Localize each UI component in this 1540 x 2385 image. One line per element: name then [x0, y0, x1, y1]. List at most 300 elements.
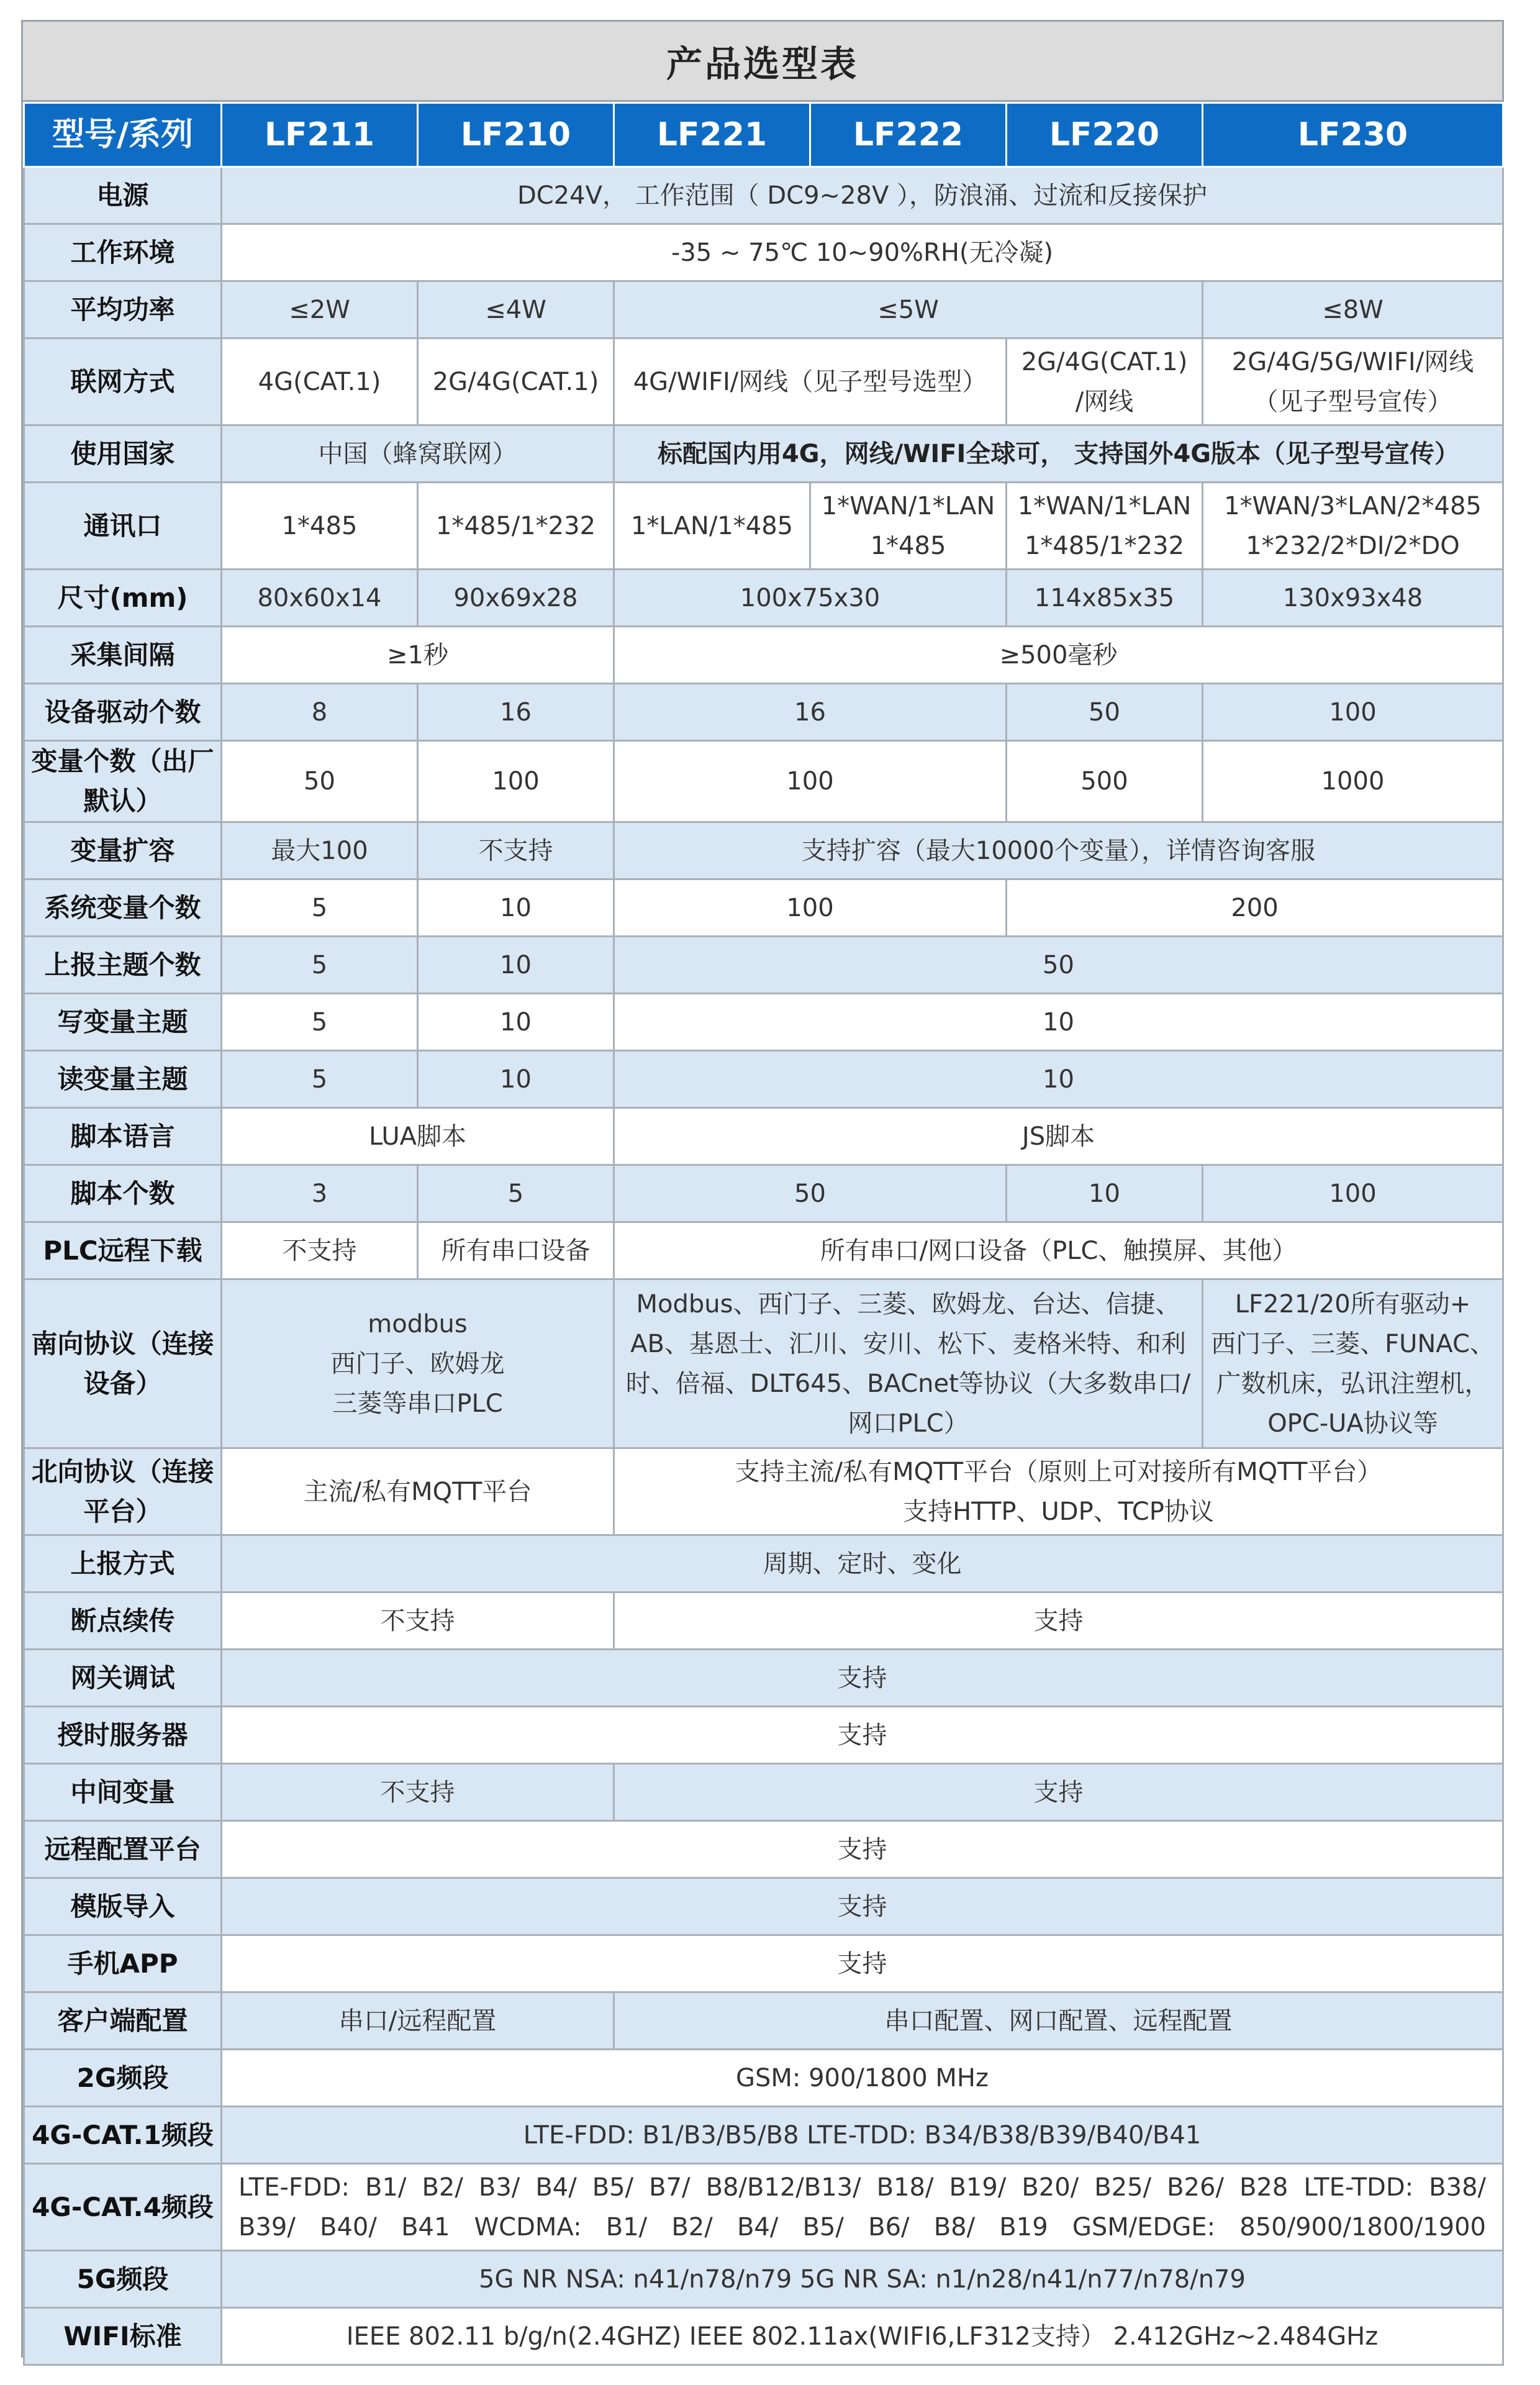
- cell-text-line: 5: [507, 1179, 524, 1208]
- table-cell: [222, 1764, 614, 1821]
- table-cell: [614, 741, 1007, 822]
- table-cell: [418, 483, 614, 570]
- row-label-line: 授时服务器: [57, 1719, 188, 1750]
- table-row: [24, 281, 1503, 338]
- cell-text-line: 支持: [837, 1720, 887, 1750]
- table-cell: [614, 1051, 1503, 1108]
- cell-text-line: 200: [1231, 893, 1279, 922]
- table-cell: [222, 1108, 614, 1165]
- row-label: [24, 1592, 222, 1650]
- cell-text-line: 4G(CAT.1): [258, 367, 381, 396]
- row-label: [24, 1935, 222, 1992]
- row-label: [24, 2164, 222, 2251]
- cell-text-line: 支持: [837, 1835, 887, 1864]
- cell-text-line: 10: [1089, 1179, 1120, 1208]
- table-cell: [222, 2107, 1503, 2164]
- cell-text-line: ≥500毫秒: [999, 640, 1118, 670]
- table-row: [24, 2164, 1503, 2251]
- table-cell: [1203, 1279, 1503, 1448]
- cell-text-line: 时、倍福、DLT645、BACnet等协议（大多数串口/: [625, 1369, 1191, 1398]
- selection-table-sheet: [21, 20, 1504, 2358]
- cell-text-line: 周期、定时、变化: [763, 1549, 962, 1578]
- row-label-line: WIFI标准: [63, 2320, 182, 2351]
- cell-text-line: ≤5W: [877, 295, 939, 324]
- table-cell: [614, 684, 1007, 741]
- row-label: [24, 2308, 222, 2365]
- row-label-line: 电源: [96, 179, 149, 211]
- table-cell: [418, 994, 614, 1051]
- table-row: [24, 822, 1503, 879]
- row-label: [24, 2107, 222, 2164]
- cell-text-line: 4G/WIFI/网线（见子型号选型）: [633, 367, 987, 396]
- table-cell: [1203, 684, 1503, 741]
- row-label: [24, 1448, 222, 1535]
- row-label-line: （连接设备）: [83, 1328, 214, 1399]
- table-cell: [614, 425, 1503, 483]
- cell-text-line: 1*WAN/1*LAN: [821, 491, 995, 520]
- table-cell: [222, 2251, 1503, 2308]
- table-cell: [222, 627, 614, 684]
- row-label: [24, 167, 222, 224]
- row-label: [24, 1165, 222, 1222]
- cell-text-line: 90x69x28: [453, 583, 578, 612]
- table-cell: [614, 1764, 1503, 1821]
- row-label-line: 读变量主题: [57, 1063, 188, 1094]
- cell-text-line: 114x85x35: [1034, 583, 1175, 612]
- table-cell: [222, 1448, 614, 1535]
- cell-text-line: ≤4W: [485, 295, 546, 324]
- table-cell: [614, 994, 1503, 1051]
- table-row: [24, 338, 1503, 425]
- row-label-line: 使用国家: [70, 438, 175, 469]
- cell-text-line: Modbus、西门子、三菱、欧姆龙、台达、信捷、: [636, 1289, 1180, 1319]
- table-row: [24, 1279, 1503, 1448]
- cell-text-line: 130x93x48: [1282, 583, 1423, 612]
- table-row: [24, 2050, 1503, 2107]
- row-label-line: （连接平台）: [83, 1456, 214, 1527]
- cell-text-line: LTE-FDD: B1/ B2/ B3/ B4/ B5/ B7/ B8/B12/B13/ B18/ B19/ B20/ B25/ B26/ B28 LTE-TDD: B38/: [238, 2173, 1486, 2202]
- row-label: [24, 1821, 222, 1878]
- table-cell: [418, 338, 614, 425]
- table-cell: [1203, 1165, 1503, 1222]
- table-cell: [614, 338, 1007, 425]
- header-cell-lf210: LF210: [418, 103, 614, 167]
- cell-text-line: 2G/4G(CAT.1): [1021, 347, 1188, 376]
- cell-text-line: 支持: [837, 1892, 887, 1921]
- table-cell: [1007, 1165, 1203, 1222]
- table-cell: [418, 1222, 614, 1279]
- cell-text-line: 支持: [1033, 1778, 1084, 1807]
- row-label-line: 脚本语言: [70, 1120, 175, 1152]
- table-cell: [418, 741, 614, 822]
- row-label: [24, 1279, 222, 1448]
- table-row: [24, 684, 1503, 741]
- row-label-line: 平均功率: [70, 294, 175, 325]
- table-cell: [222, 741, 418, 822]
- cell-text-line: 1*485/1*232: [1024, 531, 1185, 560]
- cell-text-line: ≤2W: [289, 295, 350, 324]
- table-row: [24, 1448, 1503, 1535]
- cell-text-line: 支持HTTP、UDP、TCP协议: [903, 1497, 1214, 1526]
- table-cell: [614, 937, 1503, 994]
- table-cell: [418, 281, 614, 338]
- cell-text-line: modbus: [368, 1309, 468, 1338]
- table-cell: [222, 2308, 1503, 2365]
- row-label: [24, 879, 222, 937]
- cell-text-line: 西门子、三菱、FUNAC、: [1211, 1329, 1495, 1358]
- cell-text-line: 支持主流/私有MQTT平台（原则上可对接所有MQTT平台）: [735, 1457, 1382, 1486]
- table-cell: [614, 1592, 1503, 1650]
- table-row: [24, 1878, 1503, 1935]
- cell-text-line: 三菱等串口PLC: [332, 1389, 503, 1418]
- cell-text-line: 10: [500, 1007, 532, 1037]
- cell-text-line: 100: [1329, 1179, 1377, 1208]
- table-cell: [222, 879, 418, 937]
- table-row: [24, 937, 1503, 994]
- table-cell: [222, 2164, 1503, 2251]
- table-cell: [222, 1821, 1503, 1878]
- table-cell: [614, 627, 1503, 684]
- row-label-line: 采集间隔: [70, 639, 175, 670]
- table-cell: [614, 570, 1007, 627]
- row-label: [24, 1992, 222, 2050]
- table-cell: [1203, 483, 1503, 570]
- cell-text-line: 2G/4G(CAT.1): [432, 367, 599, 396]
- cell-text-line: LTE-FDD: B1/B3/B5/B8 LTE-TDD: B34/B38/B39/B40/B41: [523, 2120, 1202, 2150]
- cell-text-line: 支持: [837, 1663, 887, 1692]
- table-cell: [614, 1992, 1503, 2050]
- table-cell: [222, 167, 1503, 224]
- cell-text-line: 5: [311, 1065, 328, 1094]
- cell-text-line: 网口PLC）: [848, 1409, 969, 1438]
- row-label: [24, 1108, 222, 1165]
- row-label-line: 系统变量个数: [44, 892, 201, 923]
- row-label-line: 4G-CAT.4频段: [32, 2191, 214, 2222]
- table-cell: [1007, 483, 1203, 570]
- cell-text-line: 8: [311, 697, 328, 727]
- table-row: [24, 1764, 1503, 1821]
- cell-text-line: 5G NR NSA: n41/n78/n79 5G NR SA: n1/n28/n41/n77/n78/n79: [479, 2265, 1246, 2294]
- product-selection-table: [23, 102, 1504, 2366]
- header-cell-lf211: LF211: [222, 103, 418, 167]
- row-label: [24, 822, 222, 879]
- table-row: [24, 1222, 1503, 1279]
- cell-text-line: 不支持: [380, 1778, 455, 1807]
- table-cell: [418, 879, 614, 937]
- table-row: [24, 1051, 1503, 1108]
- table-row: [24, 1935, 1503, 1992]
- row-label: [24, 937, 222, 994]
- cell-text-line: DC24V， 工作范围（ DC9~28V ），防浪涌、过流和反接保护: [517, 181, 1208, 210]
- cell-text-line: （见子型号宣传）: [1253, 387, 1452, 416]
- row-label-line: 网关调试: [70, 1662, 175, 1693]
- table-cell: [1007, 570, 1203, 627]
- row-label-line: 上报方式: [70, 1548, 175, 1579]
- cell-text-line: 所有串口设备: [441, 1236, 591, 1265]
- row-label: [24, 1764, 222, 1821]
- table-row: [24, 425, 1503, 483]
- table-row: [24, 2251, 1503, 2308]
- row-label: [24, 570, 222, 627]
- table-cell: [222, 570, 418, 627]
- table-row: [24, 1650, 1503, 1707]
- table-cell: [222, 425, 614, 483]
- table-cell: [222, 1650, 1503, 1707]
- row-label: [24, 224, 222, 281]
- cell-text-line: 1*485: [281, 511, 358, 540]
- row-label-line: 上报主题个数: [44, 949, 201, 980]
- cell-text-line: 1000: [1321, 767, 1385, 796]
- cell-text-line: 50: [304, 767, 335, 796]
- row-label-line: 联网方式: [70, 366, 175, 397]
- cell-text-line: 50: [794, 1179, 826, 1208]
- table-row: [24, 2308, 1503, 2365]
- row-label-line: PLC远程下载: [43, 1235, 202, 1266]
- row-label-line: （出厂默认）: [83, 746, 214, 816]
- table-cell: [1007, 741, 1203, 822]
- cell-text-line: LF221/20所有驱动+: [1234, 1289, 1471, 1319]
- table-row: [24, 627, 1503, 684]
- row-label: [24, 1707, 222, 1764]
- table-cell: [222, 1992, 614, 2050]
- table-cell: [810, 483, 1007, 570]
- row-label-line: 手机APP: [67, 1948, 178, 1979]
- cell-text-line: 500: [1080, 767, 1128, 796]
- row-label-line: 客户端配置: [57, 2005, 188, 2036]
- cell-text-line: LUA脚本: [369, 1122, 466, 1151]
- table-cell: [614, 822, 1503, 879]
- cell-text-line: 1*485: [870, 531, 946, 560]
- row-label: [24, 741, 222, 822]
- cell-text-line: 3: [311, 1179, 328, 1208]
- table-row: [24, 224, 1503, 281]
- cell-text-line: 100: [1329, 697, 1377, 727]
- header-cell-series: 型号/系列: [24, 103, 222, 167]
- table-cell: [614, 879, 1007, 937]
- table-cell: [418, 570, 614, 627]
- cell-text-line: 1*WAN/1*LAN: [1017, 491, 1192, 520]
- cell-text-line: 80x60x14: [257, 583, 382, 612]
- row-label-line: 尺寸(mm): [57, 582, 188, 613]
- cell-text-line: 100: [492, 767, 540, 796]
- cell-text-line: 10: [500, 893, 532, 922]
- cell-text-line: 支持: [1033, 1606, 1084, 1635]
- row-label: [24, 1878, 222, 1935]
- row-label-line: 模版导入: [70, 1891, 175, 1922]
- table-cell: [222, 994, 418, 1051]
- table-cell: [222, 1878, 1503, 1935]
- cell-text-line: 不支持: [282, 1236, 357, 1265]
- table-cell: [1007, 879, 1503, 937]
- cell-text-line: 不支持: [478, 836, 553, 865]
- table-cell: [222, 684, 418, 741]
- table-cell: [418, 937, 614, 994]
- table-cell: [222, 1935, 1503, 1992]
- cell-text-line: 16: [500, 697, 532, 727]
- cell-text-line: 50: [1043, 950, 1074, 979]
- table-cell: [418, 822, 614, 879]
- row-label: [24, 2251, 222, 2308]
- table-cell: [614, 1108, 1503, 1165]
- table-cell: [418, 1165, 614, 1222]
- cell-text-line: 西门子、欧姆龙: [330, 1349, 505, 1378]
- cell-text-line: 串口/远程配置: [338, 2006, 497, 2035]
- cell-text-line: 10: [500, 1065, 532, 1094]
- cell-text-line: 5: [311, 950, 328, 979]
- table-row: [24, 2107, 1503, 2164]
- row-label: [24, 281, 222, 338]
- table-row: [24, 1707, 1503, 1764]
- row-label: [24, 2050, 222, 2107]
- cell-text-line: 广数机床，弘讯注塑机，: [1216, 1369, 1490, 1398]
- row-label: [24, 1535, 222, 1592]
- cell-text-line: -35 ~ 75℃ 10~90%RH(无冷凝): [671, 238, 1054, 267]
- row-label: [24, 1222, 222, 1279]
- cell-text-line: OPC-UA协议等: [1267, 1409, 1438, 1438]
- cell-text-line: ≥1秒: [387, 640, 448, 670]
- table-cell: [1203, 281, 1503, 338]
- cell-text-line: 最大100: [271, 836, 368, 865]
- cell-text-line: 1*WAN/3*LAN/2*485: [1224, 491, 1482, 520]
- table-row: [24, 483, 1503, 570]
- table-row: [24, 1108, 1503, 1165]
- table-cell: [222, 1535, 1503, 1592]
- table-cell: [1203, 570, 1503, 627]
- row-label-line: 5G频段: [76, 2263, 169, 2294]
- cell-text-line: 中国（蜂窝联网）: [318, 439, 517, 468]
- table-row: [24, 994, 1503, 1051]
- table-cell: [222, 822, 418, 879]
- table-cell: [614, 1165, 1007, 1222]
- table-cell: [614, 1448, 1503, 1535]
- table-cell: [418, 684, 614, 741]
- row-label-line: 变量扩容: [70, 835, 175, 866]
- table-body: [24, 167, 1503, 2365]
- table-row: [24, 570, 1503, 627]
- cell-text-line: 100: [786, 767, 834, 796]
- page-title: 产品选型表: [23, 22, 1502, 102]
- table-cell: [222, 2050, 1503, 2107]
- cell-text-line: 5: [311, 1007, 328, 1037]
- cell-text-line: 支持扩容（最大10000个变量），详情咨询客服: [801, 836, 1316, 865]
- table-cell: [418, 1051, 614, 1108]
- table-cell: [222, 1222, 418, 1279]
- cell-text-line: IEEE 802.11 b/g/n(2.4GHZ) IEEE 802.11ax(WIFI6,LF312支持） 2.412GHz~2.484GHz: [346, 2322, 1379, 2351]
- table-cell: [614, 1222, 1503, 1279]
- row-label: [24, 1650, 222, 1707]
- row-label: [24, 483, 222, 570]
- row-label-line: 断点续传: [70, 1605, 175, 1636]
- header-cell-lf220: LF220: [1007, 103, 1203, 167]
- row-label-line: 写变量主题: [57, 1006, 188, 1037]
- row-label-line: 北向协议: [31, 1456, 136, 1487]
- cell-text-line: 100x75x30: [740, 583, 881, 612]
- table-cell: [614, 483, 810, 570]
- cell-text-line: 100: [786, 893, 834, 922]
- row-label: [24, 1051, 222, 1108]
- row-label-line: 中间变量: [70, 1776, 175, 1807]
- table-cell: [222, 937, 418, 994]
- table-cell: [1203, 741, 1503, 822]
- cell-text-line: 2G/4G/5G/WIFI/网线: [1231, 347, 1474, 376]
- row-label-line: 2G频段: [76, 2062, 169, 2093]
- header-row: [24, 103, 1503, 167]
- row-label: [24, 425, 222, 483]
- row-label: [24, 627, 222, 684]
- row-label: [24, 994, 222, 1051]
- cell-text-line: 1*232/2*DI/2*DO: [1246, 531, 1460, 560]
- cell-text-line: 主流/私有MQTT平台: [303, 1477, 532, 1506]
- cell-text-line: AB、基恩士、汇川、安川、松下、麦格米特、和利: [630, 1329, 1186, 1358]
- table-cell: [1007, 338, 1203, 425]
- cell-text-line: 10: [1043, 1065, 1074, 1094]
- table-row: [24, 1992, 1503, 2050]
- row-label: [24, 338, 222, 425]
- table-cell: [222, 1165, 418, 1222]
- cell-text-line: 所有串口/网口设备（PLC、触摸屏、其他）: [820, 1236, 1297, 1265]
- table-cell: [614, 281, 1203, 338]
- header-cell-lf222: LF222: [810, 103, 1007, 167]
- cell-text-line: 不支持: [380, 1606, 455, 1635]
- cell-text-line: B39/ B40/ B41 WCDMA: B1/ B2/ B4/ B5/ B6/ B8/ B19 GSM/EDGE: 850/900/1800/1900: [238, 2212, 1486, 2242]
- row-label-line: 4G-CAT.1频段: [32, 2119, 214, 2150]
- table-row: [24, 1592, 1503, 1650]
- row-label-line: 工作环境: [70, 237, 175, 268]
- cell-text-line: 标配国内用4G，网线/WIFI全球可， 支持国外4G版本（见子型号宣传）: [657, 439, 1460, 468]
- cell-text-line: 50: [1089, 697, 1120, 727]
- row-label-line: 设备驱动个数: [44, 696, 201, 727]
- row-label-line: 变量个数: [31, 746, 136, 776]
- table-cell: [1203, 338, 1503, 425]
- table-cell: [222, 1707, 1503, 1764]
- cell-text-line: JS脚本: [1021, 1122, 1095, 1151]
- cell-text-line: 支持: [837, 1949, 887, 1978]
- table-cell: [222, 338, 418, 425]
- table-row: [24, 879, 1503, 937]
- cell-text-line: /网线: [1075, 387, 1134, 416]
- table-cell: [222, 224, 1503, 281]
- row-label-line: 通讯口: [83, 510, 162, 541]
- cell-text-line: 10: [1043, 1007, 1074, 1037]
- cell-text-line: 串口配置、网口配置、远程配置: [884, 2006, 1233, 2035]
- table-cell: [222, 483, 418, 570]
- header-cell-lf221: LF221: [614, 103, 810, 167]
- row-label-line: 南向协议: [31, 1328, 136, 1359]
- table-cell: [1007, 684, 1203, 741]
- cell-text-line: 1*485/1*232: [435, 511, 596, 540]
- cell-text-line: 16: [794, 697, 826, 727]
- table-cell: [614, 1279, 1203, 1448]
- cell-text-line: 10: [500, 950, 532, 979]
- table-row: [24, 1165, 1503, 1222]
- row-label-line: 远程配置平台: [44, 1833, 201, 1865]
- header-cell-lf230: LF230: [1203, 103, 1503, 167]
- table-cell: [222, 1051, 418, 1108]
- table-row: [24, 741, 1503, 822]
- cell-text-line: 5: [311, 893, 328, 922]
- table-row: [24, 167, 1503, 224]
- table-row: [24, 1535, 1503, 1592]
- cell-text-line: 1*LAN/1*485: [630, 511, 794, 540]
- table-cell: [222, 281, 418, 338]
- table-row: [24, 1821, 1503, 1878]
- row-label: [24, 684, 222, 741]
- table-cell: [222, 1592, 614, 1650]
- cell-text-line: ≤8W: [1322, 295, 1384, 324]
- cell-text-line: GSM: 900/1800 MHz: [735, 2063, 989, 2092]
- row-label-line: 脚本个数: [70, 1178, 175, 1209]
- table-cell: [222, 1279, 614, 1448]
